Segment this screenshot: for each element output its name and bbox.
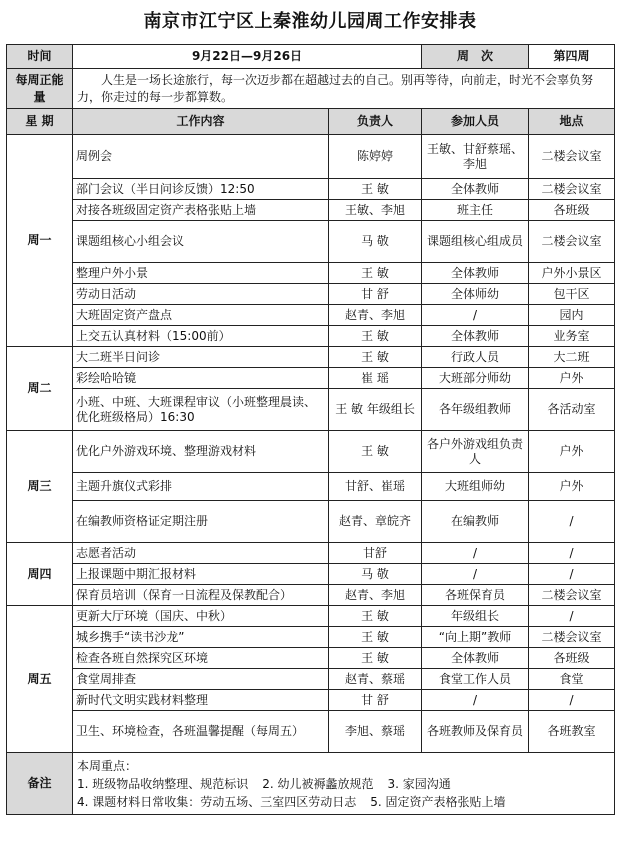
table-row (7, 648, 615, 669)
task-owner: 甘 舒 (329, 690, 422, 711)
task-owner: 王 敏 (329, 263, 422, 284)
task-owner: 马 敬 (329, 564, 422, 585)
weekday-cell: 周四 (7, 543, 73, 606)
note-item: 2. 幼儿被褥蠡放规范 (262, 776, 374, 791)
header-weekday: 星 期 (7, 109, 73, 135)
week-value: 第四周 (529, 45, 615, 69)
notes-content (73, 753, 615, 815)
weekday-cell: 周一 (7, 135, 73, 347)
task-content: 大二班半日问诊 (73, 347, 329, 368)
task-place: 各班级 (529, 648, 615, 669)
task-content: 在编教师资格证定期注册 (73, 501, 329, 543)
table-row (7, 368, 615, 389)
header-content: 工作内容 (73, 109, 329, 135)
table-row (7, 473, 615, 501)
task-participants: / (422, 543, 529, 564)
note-item: 5. 固定资产表格张贴上墙 (370, 794, 506, 809)
table-row (7, 431, 615, 473)
task-owner: 李旭、蔡瑶 (329, 711, 422, 753)
week-label: 周 次 (422, 45, 529, 69)
task-owner: 马 敬 (329, 221, 422, 263)
task-place: / (529, 690, 615, 711)
task-content: 优化户外游戏环境、整理游戏材料 (73, 431, 329, 473)
task-participants: 大班组师幼 (422, 473, 529, 501)
task-participants: 王敏、甘舒蔡瑶、李旭 (422, 135, 529, 179)
motto-label: 每周正能量 (7, 69, 73, 109)
table-row (7, 389, 615, 431)
task-place: 二楼会议室 (529, 585, 615, 606)
task-owner: 王 敏 (329, 648, 422, 669)
task-owner: 王 敏 (329, 627, 422, 648)
task-place: / (529, 564, 615, 585)
table-row (7, 543, 615, 564)
table-row (7, 284, 615, 305)
task-place: 包干区 (529, 284, 615, 305)
header-row (7, 109, 615, 135)
task-owner: 王 敏 年级组长 (329, 389, 422, 431)
task-place: / (529, 501, 615, 543)
task-participants: 各班教师及保育员 (422, 711, 529, 753)
task-participants: / (422, 564, 529, 585)
task-content: 更新大厅环境（国庆、中秋） (73, 606, 329, 627)
notes-row (7, 753, 615, 815)
task-participants: 全体教师 (422, 326, 529, 347)
task-content: 对接各班级固定资产表格张贴上墙 (73, 200, 329, 221)
notes-label: 备注 (7, 753, 73, 815)
task-place: 园内 (529, 305, 615, 326)
schedule-table (6, 44, 615, 815)
task-place: 业务室 (529, 326, 615, 347)
table-row (7, 263, 615, 284)
task-place: 户外 (529, 368, 615, 389)
task-place: 各班教室 (529, 711, 615, 753)
task-content: 检查各班自然探究区环境 (73, 648, 329, 669)
task-owner: 王 敏 (329, 606, 422, 627)
task-place: 户外 (529, 473, 615, 501)
weekday-cell: 周二 (7, 347, 73, 431)
task-owner: 陈婷婷 (329, 135, 422, 179)
weekday-cell: 周三 (7, 431, 73, 543)
table-row (7, 179, 615, 200)
task-content: 小班、中班、大班课程审议（小班整理晨读、优化班级格局）16:30 (73, 389, 329, 431)
task-content: 保育员培训（保育一日流程及保教配合） (73, 585, 329, 606)
page-title: 南京市江宁区上秦淮幼儿园周工作安排表 (143, 11, 477, 32)
table-row (7, 564, 615, 585)
task-content: 劳动日活动 (73, 284, 329, 305)
time-row (7, 45, 615, 69)
task-place: 户外 (529, 431, 615, 473)
table-row (7, 669, 615, 690)
notes-line-1 (77, 775, 610, 793)
task-place: 二楼会议室 (529, 221, 615, 263)
task-participants: 全体教师 (422, 648, 529, 669)
task-participants: “向上期”教师 (422, 627, 529, 648)
task-owner: 王敏、李旭 (329, 200, 422, 221)
notes-heading: 本周重点： (77, 758, 138, 773)
task-place: 户外小景区 (529, 263, 615, 284)
task-participants: 行政人员 (422, 347, 529, 368)
task-place: 大二班 (529, 347, 615, 368)
table-row (7, 711, 615, 753)
table-row (7, 690, 615, 711)
task-participants: 班主任 (422, 200, 529, 221)
task-participants: 年级组长 (422, 606, 529, 627)
table-row (7, 135, 615, 179)
task-owner: 赵青、蔡瑶 (329, 669, 422, 690)
task-owner: 王 敏 (329, 326, 422, 347)
table-row (7, 501, 615, 543)
time-label: 时间 (7, 45, 73, 69)
weekday-cell: 周五 (7, 606, 73, 753)
task-content: 城乡携手“读书沙龙” (73, 627, 329, 648)
header-participants: 参加人员 (422, 109, 529, 135)
table-row (7, 627, 615, 648)
task-owner: 甘舒、崔瑶 (329, 473, 422, 501)
notes-line-2 (77, 793, 610, 811)
task-content: 主题升旗仪式彩排 (73, 473, 329, 501)
task-content: 新时代文明实践材料整理 (73, 690, 329, 711)
header-place: 地点 (529, 109, 615, 135)
task-owner: 王 敏 (329, 179, 422, 200)
table-row (7, 326, 615, 347)
task-place: 各班级 (529, 200, 615, 221)
task-participants: 各户外游戏组负责人 (422, 431, 529, 473)
task-participants: 各年级组教师 (422, 389, 529, 431)
task-place: 食堂 (529, 669, 615, 690)
note-item: 3. 家园沟通 (387, 776, 451, 791)
table-row (7, 200, 615, 221)
task-participants: / (422, 690, 529, 711)
task-participants: 全体教师 (422, 179, 529, 200)
task-content: 周例会 (73, 135, 329, 179)
table-row (7, 305, 615, 326)
task-content: 整理户外小景 (73, 263, 329, 284)
table-row (7, 221, 615, 263)
task-place: 二楼会议室 (529, 179, 615, 200)
task-participants: 全体教师 (422, 263, 529, 284)
task-content: 食堂周排查 (73, 669, 329, 690)
task-owner: 赵青、章皖齐 (329, 501, 422, 543)
date-range: 9月22日—9月26日 (73, 45, 422, 69)
task-content: 部门会议（半日问诊反馈）12:50 (73, 179, 329, 200)
task-participants: 在编教师 (422, 501, 529, 543)
task-participants: / (422, 305, 529, 326)
table-row (7, 585, 615, 606)
task-place: 二楼会议室 (529, 627, 615, 648)
task-content: 大班固定资产盘点 (73, 305, 329, 326)
task-owner: 崔 瑶 (329, 368, 422, 389)
motto-text: 人生是一场长途旅行，每一次迈步都在超越过去的自己。别再等待，向前走，时光不会辜负努力，你走过的每一步都算数。 (73, 69, 615, 109)
task-content: 上报课题中期汇报材料 (73, 564, 329, 585)
task-participants: 大班部分师幼 (422, 368, 529, 389)
task-content: 课题组核心小组会议 (73, 221, 329, 263)
table-row (7, 606, 615, 627)
task-owner: 甘 舒 (329, 284, 422, 305)
task-place: / (529, 606, 615, 627)
task-participants: 课题组核心组成员 (422, 221, 529, 263)
task-owner: 甘舒 (329, 543, 422, 564)
note-item: 1. 班级物品收纳整理、规范标识 (77, 776, 249, 791)
task-place: / (529, 543, 615, 564)
task-participants: 各班保育员 (422, 585, 529, 606)
task-owner: 王 敏 (329, 431, 422, 473)
task-place: 各活动室 (529, 389, 615, 431)
note-item: 4. 课题材料日常收集：劳动五场、三室四区劳动日志 (77, 794, 357, 809)
task-content: 卫生、环境检查，各班温馨提醒（每周五） (73, 711, 329, 753)
table-row (7, 347, 615, 368)
task-participants: 全体师幼 (422, 284, 529, 305)
task-content: 上交五认真材料（15:00前） (73, 326, 329, 347)
task-content: 彩绘哈哈镜 (73, 368, 329, 389)
task-owner: 王 敏 (329, 347, 422, 368)
task-participants: 食堂工作人员 (422, 669, 529, 690)
task-owner: 赵青、李旭 (329, 305, 422, 326)
header-owner: 负责人 (329, 109, 422, 135)
task-place: 二楼会议室 (529, 135, 615, 179)
task-owner: 赵青、李旭 (329, 585, 422, 606)
task-content: 志愿者活动 (73, 543, 329, 564)
motto-row (7, 69, 615, 109)
